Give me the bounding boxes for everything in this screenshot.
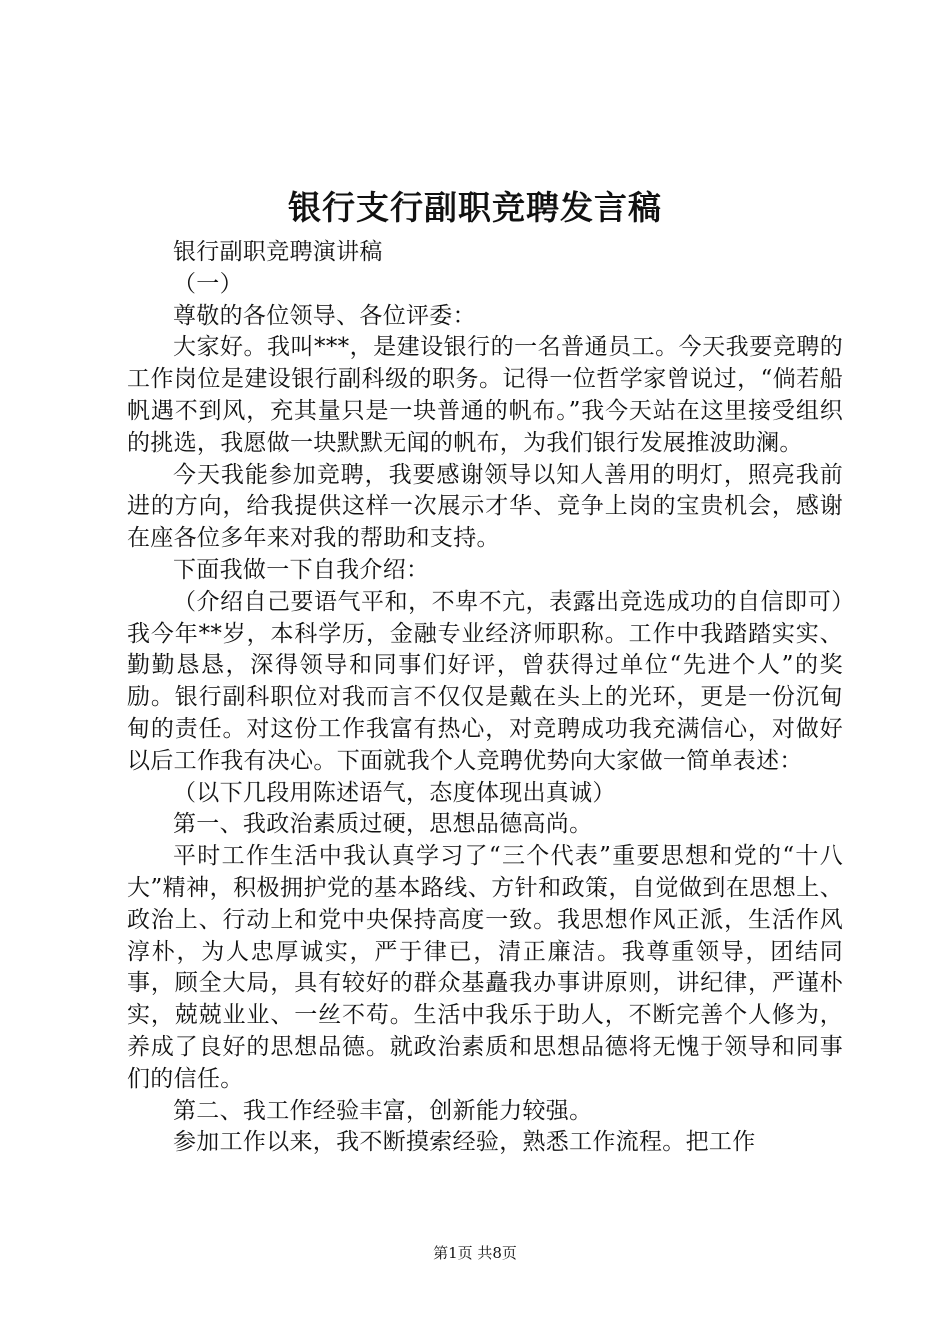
paragraph-intro-lead: 下面我做一下自我介绍： <box>173 556 430 583</box>
paragraph-point-one-body: 平时工作生活中我认真学习了“三个代表”重要思想和党的“十八大”精神，积极拥护党的基本路线、方针和政策，自觉做到在思想上、政治上、行动上和党中央保持高度一致。我思想作风正派，生活作风淳朴，为人忠厚诚实，严于律已，清正廉洁。我尊重领导，团结同事，顾全大局，具有较好的群众基矗我办事讲原则，讲纪律，严谨朴实，兢兢业业、一丝不苟。生活中我乐于助人，不断完善个人修为，养成了良好的思想品德。就政治素质和思想品德将无愧于领导和同事们的信任。 <box>127 843 843 1092</box>
paragraph-note: （以下几段用陈述语气，态度体现出真诚） <box>173 779 616 806</box>
paragraph-greeting: 大家好。我叫***，是建设银行的一名普通员工。今天我要竞聘的工作岗位是建设银行副科级的职务。记得一位哲学家曾说过，“倘若船帆遇不到风，充其量只是一块普通的帆布。”我今天站在这里接受组织的挑选，我愿做一块默默无闻的帆布，为我们银行发展推波助澜。 <box>127 334 843 456</box>
paragraph-section-number: （一） <box>173 270 243 297</box>
paragraph-point-two-body: 参加工作以来，我不断摸索经验，熟悉工作流程。把工作 <box>173 1129 756 1156</box>
paragraph-subtitle: 银行副职竞聘演讲稿 <box>173 239 383 265</box>
page-footer: 第1页 共8页 <box>433 1244 517 1262</box>
paragraph-point-one-heading: 第一、我政治素质过硬，思想品德高尚。 <box>173 811 593 838</box>
document-title: 银行支行副职竞聘发言稿 <box>288 188 662 227</box>
paragraph-point-two-heading: 第二、我工作经验丰富，创新能力较强。 <box>173 1097 593 1124</box>
paragraph-self-introduction: （介绍自己要语气平和，不卑不亢，表露出竞选成功的自信即可）我今年**岁，本科学历，金融专业经济师职称。工作中我踏踏实实、勤勤恳恳，深得领导和同事们好评，曾获得过单位“先进个人”的奖励。银行副科职位对我而言不仅仅是戴在头上的光环，更是一份沉甸甸的责任。对这份工作我富有热心，对竞聘成功我充满信心，对做好以后工作我有决心。下面就我个人竞聘优势向大家做一简单表述： <box>127 588 843 774</box>
paragraph-salutation: 尊敬的各位领导、各位评委： <box>173 302 476 329</box>
document-body <box>127 237 843 1159</box>
paragraph-thanks: 今天我能参加竞聘，我要感谢领导以知人善用的明灯，照亮我前进的方向，给我提供这样一次展示才华、竞争上岗的宝贵机会，感谢在座各位多年来对我的帮助和支持。 <box>127 461 843 552</box>
